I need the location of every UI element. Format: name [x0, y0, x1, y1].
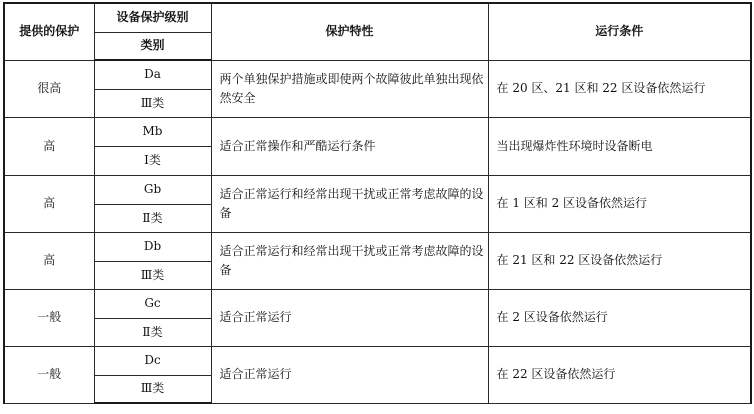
cell-operating-condition: 在 20 区、21 区和 22 区设备依然运行 — [488, 60, 751, 117]
cell-operating-condition: 在 22 区设备依然运行 — [488, 346, 751, 403]
table-row — [4, 346, 751, 375]
cell-protection-feature: 适合正常运行 — [211, 289, 488, 346]
cell-protection-level: 一般 — [4, 346, 94, 403]
header-operating-condition: 运行条件 — [488, 3, 751, 60]
cell-category: Ⅱ类 — [94, 318, 211, 346]
cell-protection-feature: 两个单独保护措施或即使两个故障彼此单独出现依然安全 — [211, 60, 488, 117]
cell-epl: Gb — [94, 175, 211, 204]
cell-protection-level: 很高 — [4, 60, 94, 117]
cell-protection-level: 高 — [4, 175, 94, 232]
cell-operating-condition: 在 1 区和 2 区设备依然运行 — [488, 175, 751, 232]
cell-operating-condition: 在 21 区和 22 区设备依然运行 — [488, 232, 751, 289]
table-row — [4, 117, 751, 146]
header-provided-protection: 提供的保护 — [4, 3, 94, 60]
cell-epl: Dc — [94, 346, 211, 375]
table-row — [4, 60, 751, 89]
cell-epl: Mb — [94, 117, 211, 146]
cell-epl: Db — [94, 232, 211, 261]
cell-operating-condition: 当出现爆炸性环境时设备断电 — [488, 117, 751, 175]
cell-category: Ⅲ类 — [94, 89, 211, 117]
table-row — [4, 175, 751, 204]
cell-category: Ⅰ类 — [94, 146, 211, 175]
header-row-top — [4, 3, 751, 32]
cell-protection-feature: 适合正常运行和经常出现干扰或正常考虑故障的设备 — [211, 232, 488, 289]
cell-category: Ⅱ类 — [94, 204, 211, 232]
cell-protection-feature: 适合正常运行和经常出现干扰或正常考虑故障的设备 — [211, 175, 488, 232]
cell-protection-feature: 适合正常运行 — [211, 346, 488, 403]
cell-operating-condition: 在 2 区设备依然运行 — [488, 289, 751, 346]
cell-category: Ⅲ类 — [94, 261, 211, 289]
cell-category: Ⅲ类 — [94, 375, 211, 403]
header-category: 类别 — [94, 32, 211, 60]
header-protection-feature: 保护特性 — [211, 3, 488, 60]
header-epl: 设备保护级别 — [94, 3, 211, 32]
cell-protection-feature: 适合正常操作和严酷运行条件 — [211, 117, 488, 175]
cell-protection-level: 一般 — [4, 289, 94, 346]
table-row — [4, 232, 751, 261]
table-row — [4, 289, 751, 318]
protection-level-table — [3, 2, 752, 404]
cell-epl: Da — [94, 60, 211, 89]
cell-epl: Gc — [94, 289, 211, 318]
cell-protection-level: 高 — [4, 232, 94, 289]
table-body — [4, 3, 751, 403]
cell-protection-level: 高 — [4, 117, 94, 175]
